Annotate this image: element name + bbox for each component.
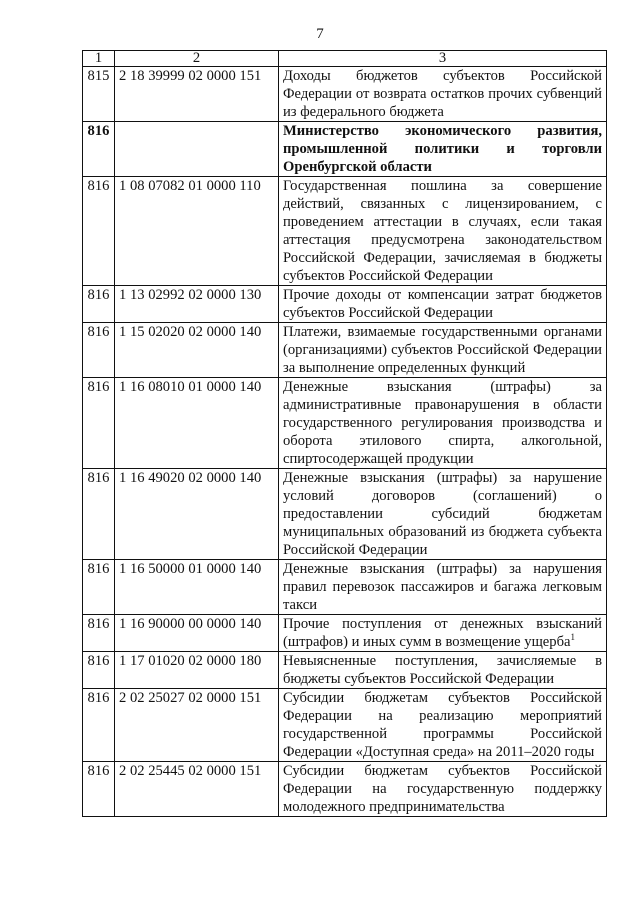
revenue-code-cell: 1 17 01020 02 0000 180 [115, 652, 279, 689]
page-number: 7 [316, 26, 324, 42]
revenue-name-cell [279, 560, 607, 615]
table-row [83, 689, 607, 762]
table-row [83, 652, 607, 689]
revenue-name-cell [279, 762, 607, 817]
administrator-code-cell: 816 [83, 286, 115, 323]
revenue-name-text: Невыясненные поступления, зачисляемые в бюджеты субъектов Российской Федерации [283, 653, 602, 687]
revenue-code-cell: 2 02 25027 02 0000 151 [115, 689, 279, 762]
revenue-name-cell [279, 469, 607, 560]
table-row [83, 560, 607, 615]
revenue-name-text: Денежные взыскания (штрафы) за нарушения правил перевозок пассажиров и багажа легковым такси [283, 561, 602, 613]
table-row [83, 378, 607, 469]
table-row [83, 323, 607, 378]
administrator-code-cell: 816 [83, 689, 115, 762]
revenue-code-cell: 1 15 02020 02 0000 140 [115, 323, 279, 378]
table-row [83, 177, 607, 286]
administrator-code-cell: 816 [83, 323, 115, 378]
table-row [83, 286, 607, 323]
revenue-code-cell: 2 02 25445 02 0000 151 [115, 762, 279, 817]
revenue-name-text: Государственная пошлина за совершение действий, связанных с лицензированием, с проведением аттестации в случаях, если такая аттестация предусмотрена законодательством Российской Федерации, зачисляемая в бюджеты субъектов Российской Федерации [283, 178, 602, 284]
revenue-code-cell: 1 16 90000 00 0000 140 [115, 615, 279, 652]
header-col-1: 1 [83, 51, 115, 67]
table-header-row [83, 51, 607, 67]
header-col-2: 2 [115, 51, 279, 67]
table-row [83, 67, 607, 122]
revenue-name-cell [279, 689, 607, 762]
revenue-name-text: Прочие поступления от денежных взысканий (штрафов) и иных сумм в возмещение ущерба [283, 616, 602, 650]
revenue-name-text: Доходы бюджетов субъектов Российской Федерации от возврата остатков прочих субвенций из федерального бюджета [283, 68, 602, 120]
header-col-3: 3 [279, 51, 607, 67]
revenue-name-text: Прочие доходы от компенсации затрат бюджетов субъектов Российской Федерации [283, 287, 602, 321]
administrator-code-cell: 816 [83, 378, 115, 469]
table-body [83, 67, 607, 817]
revenue-name-text: Министерство экономического развития, промышленной политики и торговли Оренбургской области [283, 123, 602, 175]
footnote-marker: 1 [570, 632, 575, 643]
revenue-code-cell: 1 16 08010 01 0000 140 [115, 378, 279, 469]
revenue-name-cell [279, 177, 607, 286]
revenue-code-cell: 2 18 39999 02 0000 151 [115, 67, 279, 122]
administrator-code-cell: 816 [83, 122, 115, 177]
table-row [83, 762, 607, 817]
administrator-code-cell: 815 [83, 67, 115, 122]
revenue-name-text: Субсидии бюджетам субъектов Российской Федерации на реализацию мероприятий государственной программы Российской Федерации «Доступная среда» на 2011–2020 годы [283, 690, 602, 760]
revenue-code-cell: 1 08 07082 01 0000 110 [115, 177, 279, 286]
revenue-code-cell: 1 13 02992 02 0000 130 [115, 286, 279, 323]
revenue-name-text: Платежи, взимаемые государственными органами (организациями) субъектов Российской Федерации за выполнение определенных функций [283, 324, 602, 376]
revenue-name-cell [279, 615, 607, 652]
administrator-code-cell: 816 [83, 560, 115, 615]
table-row [83, 469, 607, 560]
administrator-code-cell: 816 [83, 762, 115, 817]
revenue-classification-table [82, 50, 607, 817]
revenue-name-text: Денежные взыскания (штрафы) за административные правонарушения в области государственного регулирования производства и оборота этилового спирта, алкогольной, спиртосодержащей продукции [283, 379, 602, 467]
revenue-name-cell [279, 378, 607, 469]
revenue-code-cell [115, 122, 279, 177]
revenue-name-cell [279, 122, 607, 177]
table-row [83, 122, 607, 177]
administrator-code-cell: 816 [83, 177, 115, 286]
revenue-name-cell [279, 323, 607, 378]
revenue-code-cell: 1 16 50000 01 0000 140 [115, 560, 279, 615]
administrator-code-cell: 816 [83, 652, 115, 689]
revenue-name-text: Денежные взыскания (штрафы) за нарушение условий договоров (соглашений) о предоставлении субсидий бюджетам муниципальных образований из бюджета субъекта Российской Федерации [283, 470, 602, 558]
administrator-code-cell: 816 [83, 469, 115, 560]
revenue-code-cell: 1 16 49020 02 0000 140 [115, 469, 279, 560]
revenue-name-cell [279, 286, 607, 323]
administrator-code-cell: 816 [83, 615, 115, 652]
revenue-name-cell [279, 652, 607, 689]
revenue-name-cell [279, 67, 607, 122]
table-row [83, 615, 607, 652]
revenue-name-text: Субсидии бюджетам субъектов Российской Федерации на государственную поддержку молодежного предпринимательства [283, 763, 602, 815]
